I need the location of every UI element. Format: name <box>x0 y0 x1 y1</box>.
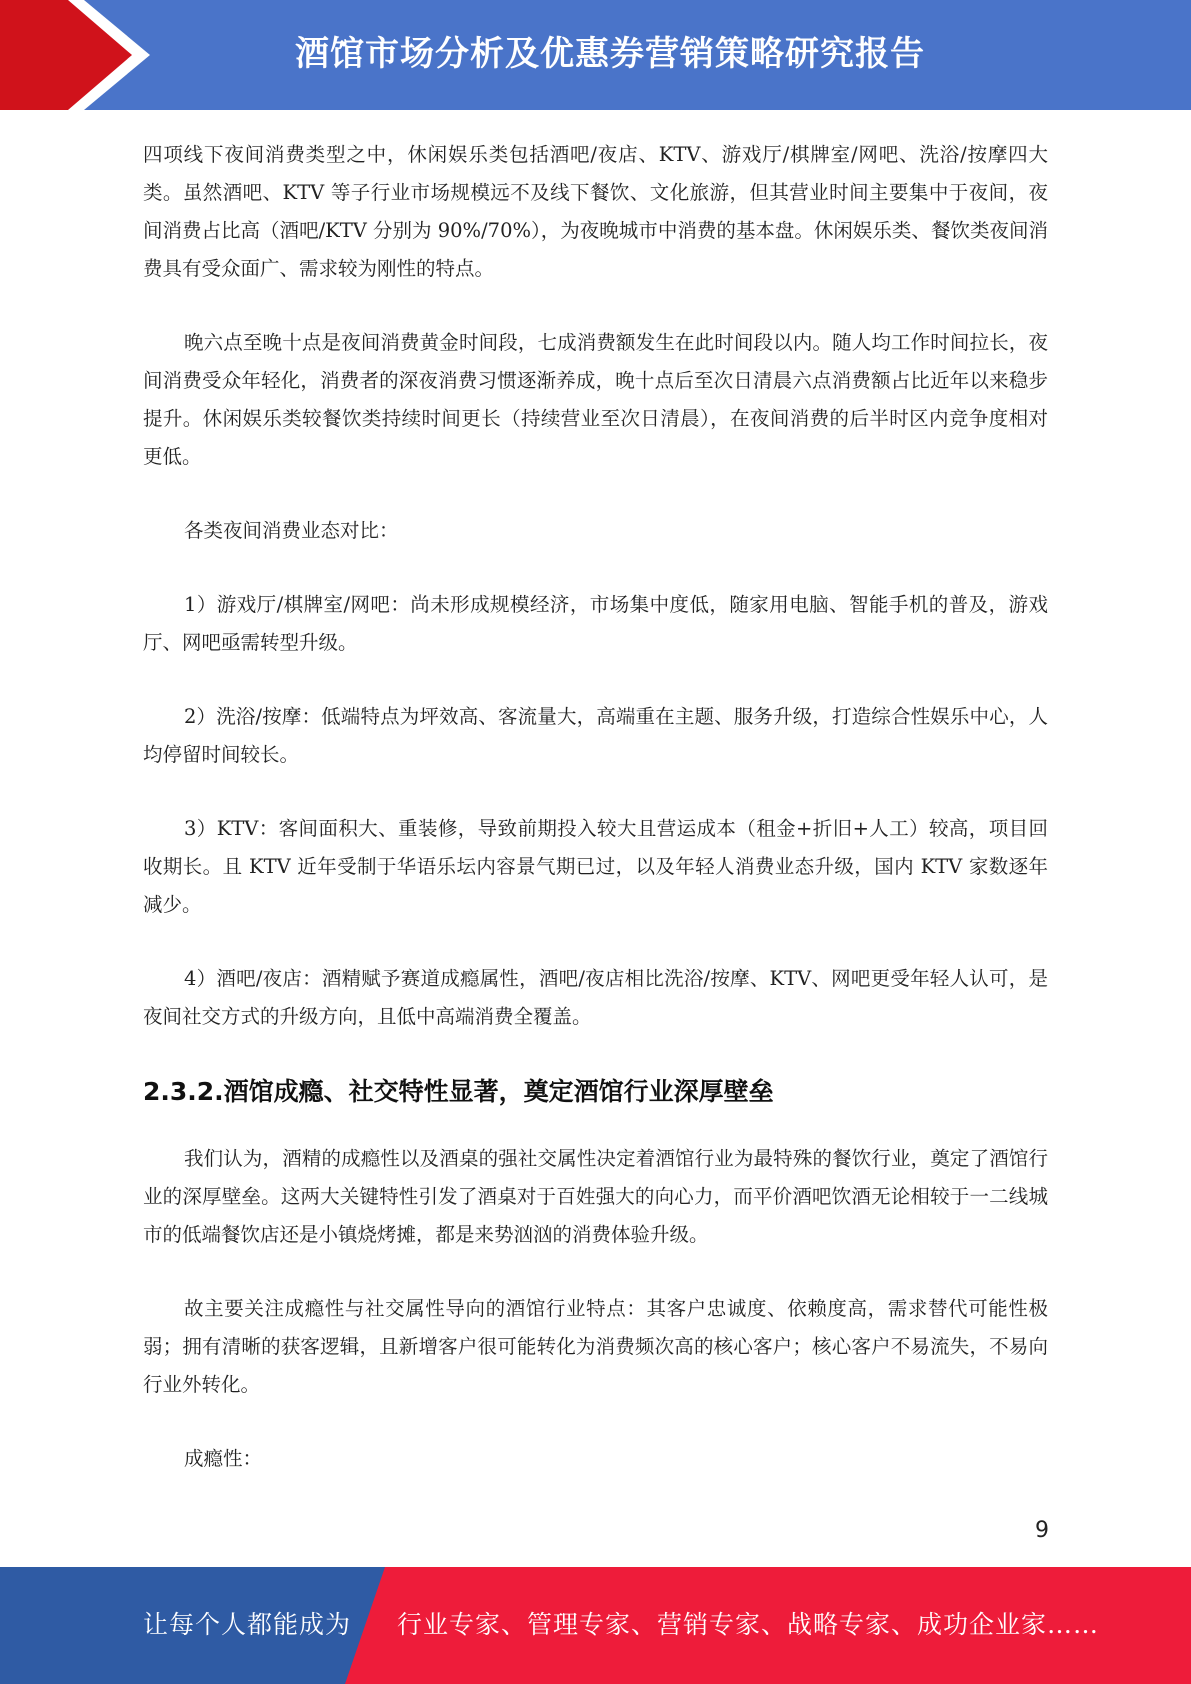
paragraph: 成瘾性： <box>184 1447 263 1470</box>
page-header <box>0 0 1191 110</box>
paragraph: 故主要关注成瘾性与社交属性导向的酒馆行业特点：其客户忠诚度、依赖度高，需求替代可能性极弱；拥有清晰的获客逻辑，且新增客户很可能转化为消费频次高的核心客户；核心客户不易流失，不易向行业外转化。 <box>143 1297 1048 1396</box>
list-item-paragraph: 2）洗浴/按摩：低端特点为坪效高、客流量大，高端重在主题、服务升级，打造综合性娱乐中心，人均停留时间较长。 <box>143 705 1048 766</box>
footer-slogan-left: 让每个人都能成为 <box>143 1610 352 1639</box>
document-body <box>143 136 1048 1514</box>
chevron-red-shape <box>0 0 132 110</box>
list-item-paragraph: 1）游戏厅/棋牌室/网吧：尚未形成规模经济，市场集中度低，随家用电脑、智能手机的普及，游戏厅、网吧亟需转型升级。 <box>143 593 1048 654</box>
list-item-paragraph: 4）酒吧/夜店：酒精赋予赛道成瘾属性，酒吧/夜店相比洗浴/按摩、KTV、网吧更受年轻人认可，是夜间社交方式的升级方向，且低中高端消费全覆盖。 <box>143 967 1048 1028</box>
paragraph: 我们认为，酒精的成瘾性以及酒桌的强社交属性决定着酒馆行业为最特殊的餐饮行业，奠定了酒馆行业的深厚壁垒。这两大关键特性引发了酒桌对于百姓强大的向心力，而平价酒吧饮酒无论相较于一二线城市的低端餐饮店还是小镇烧烤摊，都是来势汹汹的消费体验升级。 <box>143 1147 1048 1246</box>
section-heading: 2.3.2.酒馆成瘾、社交特性显著，奠定酒馆行业深厚壁垒 <box>143 1077 774 1106</box>
page-number: 9 <box>1035 1518 1049 1543</box>
list-item-paragraph: 3）KTV：客间面积大、重装修，导致前期投入较大且营运成本（租金+折旧+人工）较高，项目回收期长。且 KTV 近年受制于华语乐坛内容景气期已过，以及年轻人消费业态升级，国内 KTV 家数逐年减少。 <box>143 817 1048 916</box>
paragraph: 晚六点至晚十点是夜间消费黄金时间段，七成消费额发生在此时间段以内。随人均工作时间拉长，夜间消费受众年轻化，消费者的深夜消费习惯逐渐养成，晚十点后至次日清晨六点消费额占比近年以来稳步提升。休闲娱乐类较餐饮类持续时间更长（持续营业至次日清晨），在夜间消费的后半时区内竞争度相对更低。 <box>143 331 1048 468</box>
paragraph: 四项线下夜间消费类型之中，休闲娱乐类包括酒吧/夜店、KTV、游戏厅/棋牌室/网吧、洗浴/按摩四大类。虽然酒吧、KTV 等子行业市场规模远不及线下餐饮、文化旅游，但其营业时间主要集中于夜间，夜间消费占比高（酒吧/KTV 分别为 90%/70%），为夜晚城市中消费的基本盘。休闲娱乐类、餐饮类夜间消费具有受众面广、需求较为刚性的特点。 <box>143 143 1048 280</box>
page-footer <box>0 1567 1191 1684</box>
paragraph: 各类夜间消费业态对比： <box>184 519 399 542</box>
footer-slogan-right: 行业专家、管理专家、营销专家、战略专家、成功企业家…… <box>397 1610 1100 1639</box>
header-chevron-decoration <box>0 0 160 110</box>
report-title: 酒馆市场分析及优惠券营销策略研究报告 <box>295 34 925 74</box>
